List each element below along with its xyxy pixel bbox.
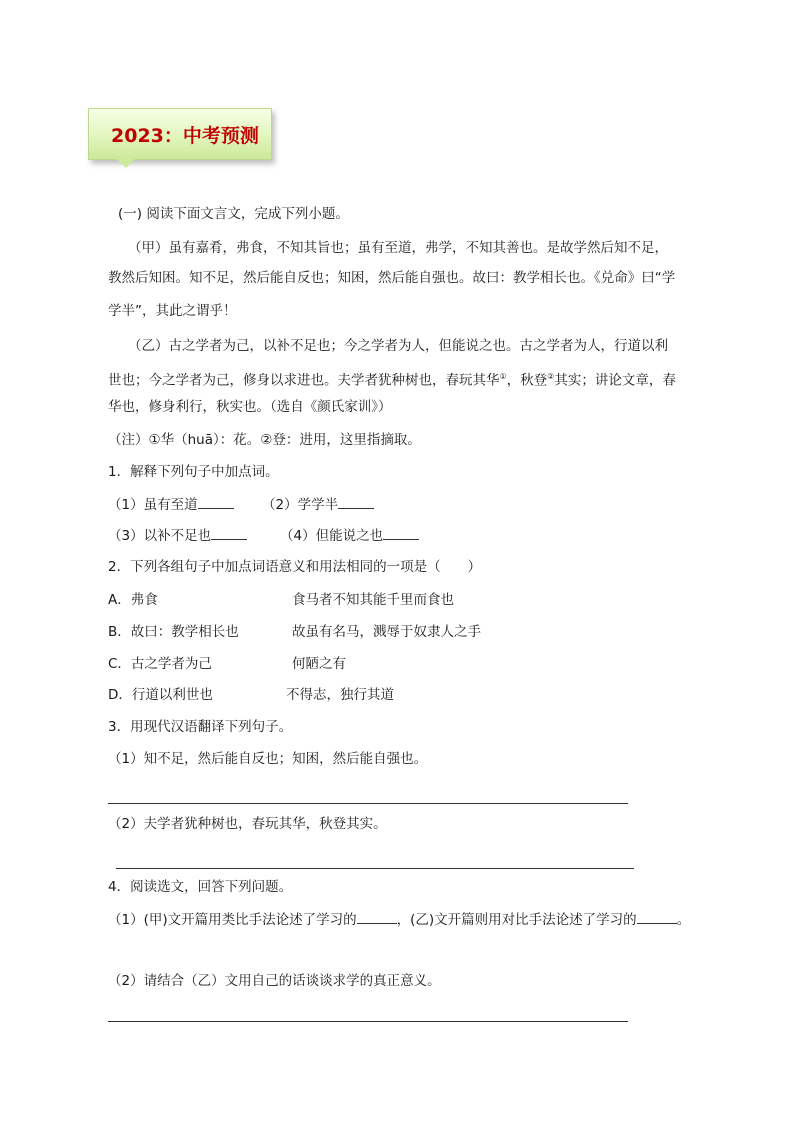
title-badge	[88, 108, 272, 160]
q2-option-d[interactable]: D．行道以利世也	[108, 687, 213, 703]
passage-jia-line-3: 学半”，其此之谓乎！	[108, 303, 237, 319]
q2-option-c-pair: 何陋之有	[292, 656, 346, 672]
note-mark-2: ②	[547, 372, 555, 381]
passage-yi-line-1: （乙）古之学者为己，以补不足也；今之学者为人，但能说之也。古之学者为人，行道以利	[128, 338, 668, 354]
note-mark-1: ①	[499, 372, 507, 381]
q4-answer-blank-1[interactable]	[357, 909, 397, 924]
badge-title: 2023：中考预测	[111, 125, 259, 147]
q1-item-2: （2）学学半	[262, 494, 374, 515]
q2-option-a[interactable]: A．弗食	[108, 592, 158, 608]
q1-item-1: （1）虽有至道	[108, 494, 234, 515]
q2-option-b-pair: 故虽有名马，溅辱于奴隶人之手	[292, 624, 481, 640]
passage-yi-line-2: 世也；今之学者为己，修身以求进也。夫学者犹种树也，春玩其华①，秋登②其实；讲论文章，春	[108, 372, 676, 389]
passage-jia-line-1: （甲）虽有嘉肴，弗食，不知其旨也；虽有至道，弗学，不知其善也。是故学然后知不足，	[128, 240, 668, 256]
q4-title: 4．阅读选文，回答下列问题。	[108, 879, 293, 895]
q4-item-2: （2）请结合（乙）文用自己的话谈谈求学的真正意义。	[108, 973, 441, 989]
q3-title: 3．用现代汉语翻译下列句子。	[108, 719, 293, 735]
q3-answer-line-1[interactable]	[108, 803, 628, 804]
q2-option-d-pair: 不得志，独行其道	[286, 687, 394, 703]
intro-text: (一) 阅读下面文言文，完成下列小题。	[118, 206, 349, 222]
q2-option-b[interactable]: B．故曰：教学相长也	[108, 624, 239, 640]
q3-answer-line-2[interactable]	[116, 868, 634, 869]
q4-answer-line[interactable]	[108, 1021, 628, 1022]
q1-title: 1．解释下列句子中加点词。	[108, 464, 279, 480]
q1-answer-blank-4[interactable]	[383, 525, 419, 540]
q4-answer-blank-2[interactable]	[637, 909, 677, 924]
q1-answer-blank-2[interactable]	[338, 494, 374, 509]
q4-item-1: （1）(甲)文开篇用类比手法论述了学习的 ，(乙)文开篇则用对比手法论述了学习的 。	[108, 909, 690, 930]
q2-title: 2．下列各组句子中加点词语意义和用法相同的一项是（ ）	[108, 559, 482, 575]
q1-item-4: （4）但能说之也	[280, 525, 419, 546]
q1-answer-blank-1[interactable]	[198, 494, 234, 509]
footnote: （注）①华（huā）：花。②登：进用，这里指摘取。	[108, 432, 421, 448]
q2-option-c[interactable]: C．古之学者为己	[108, 656, 212, 672]
q1-answer-blank-3[interactable]	[211, 525, 247, 540]
q3-item-2: （2）夫学者犹种树也，春玩其华，秋登其实。	[108, 816, 387, 832]
passage-yi-line-3: 华也，修身利行，秋实也。（选自《颜氏家训》）	[108, 399, 392, 415]
q3-item-1: （1）知不足，然后能自反也；知困，然后能自强也。	[108, 751, 428, 767]
passage-jia-line-2: 教然后知困。知不足，然后能自反也；知困，然后能自强也。故曰：教学相长也。《兑命》曰“学	[108, 270, 676, 286]
q1-item-3: （3）以补不足也	[108, 525, 247, 546]
q2-option-a-pair: 食马者不知其能千里而食也	[292, 592, 454, 608]
